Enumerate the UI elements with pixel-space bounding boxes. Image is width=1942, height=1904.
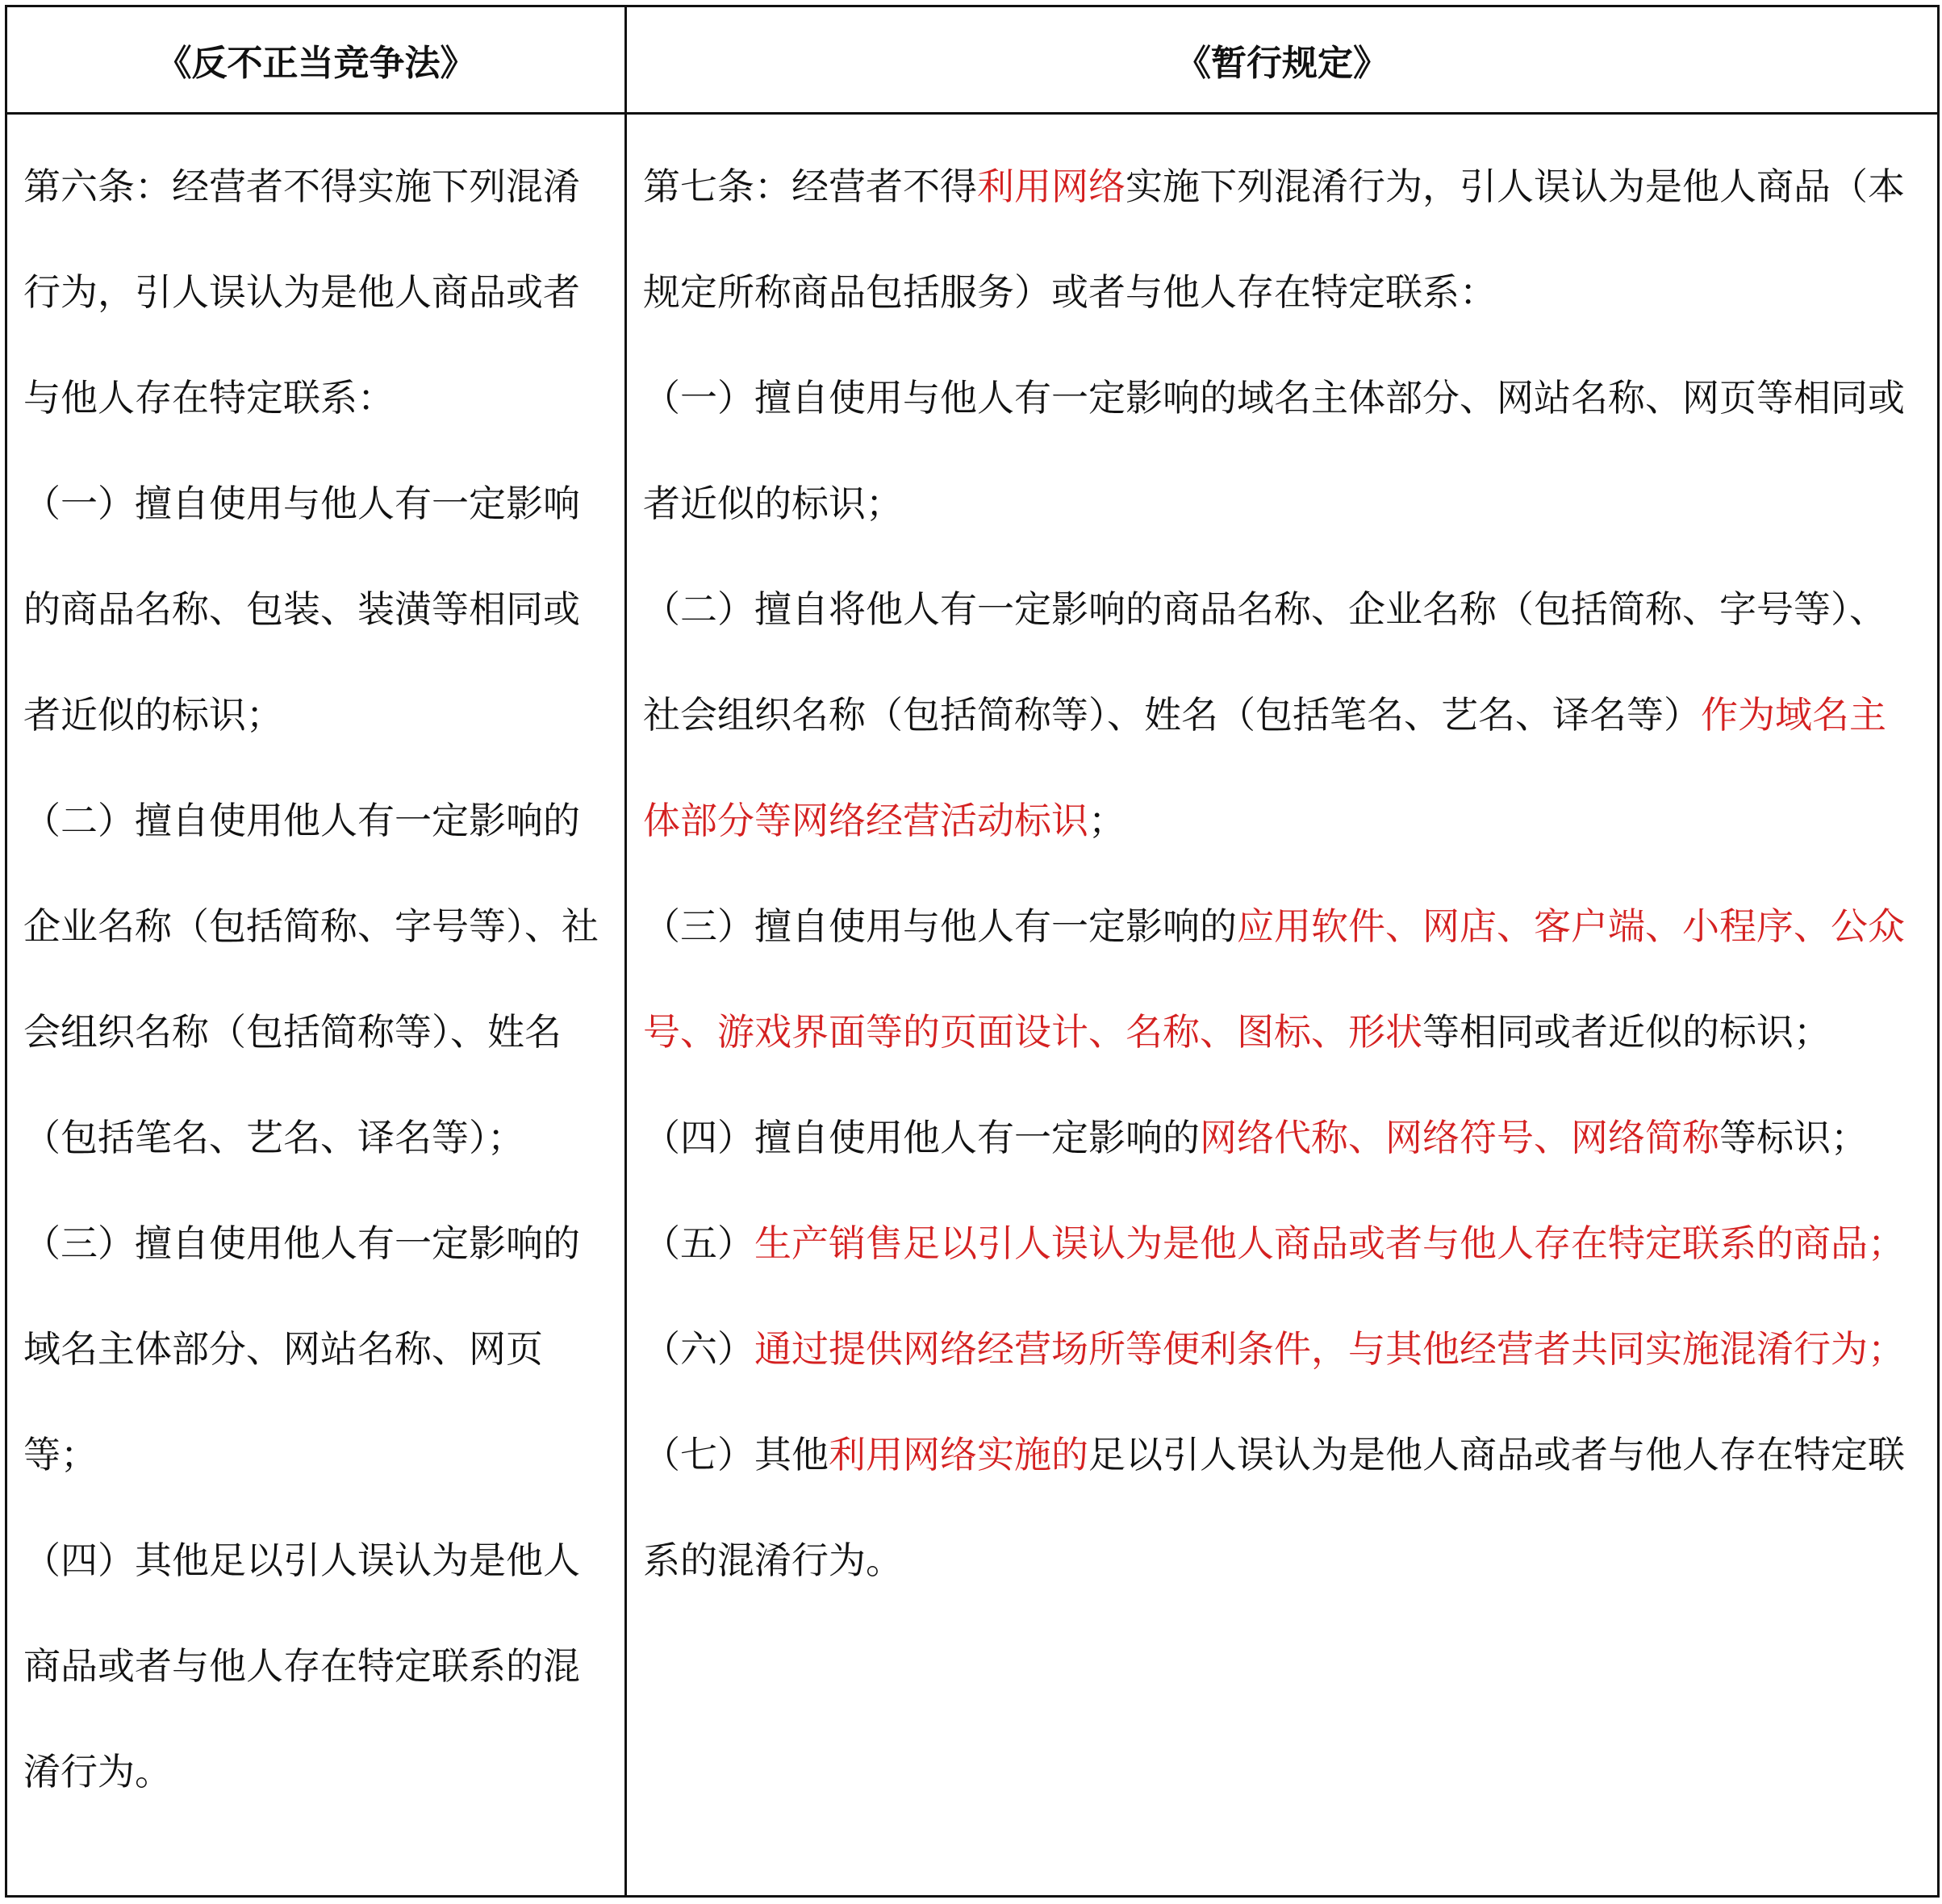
- table-body-row: [6, 114, 1939, 1897]
- left-clause-4: （四）其他足以引人误认为是他人商品或者与他人存在特定联系的混淆行为。: [23, 1539, 580, 1793]
- comparison-table: [5, 5, 1940, 1898]
- highlighted-text: 作为域名主体部分等网络经营活动标识: [643, 693, 1886, 842]
- right-clause-5: [643, 1191, 1923, 1296]
- text-segment: 等标识；: [1719, 1116, 1868, 1159]
- text-segment: （七）其他: [643, 1433, 829, 1476]
- table-header-row: [6, 6, 1939, 114]
- text-segment: 足以引人误认为是他人商品或者与他人存在特定联系的混淆行为。: [643, 1433, 1905, 1582]
- highlighted-text: 通过提供网络经营场所等便利条件，与其他经营者共同实施混淆行为；: [754, 1327, 1905, 1371]
- text-segment: ；: [1088, 799, 1126, 842]
- header-right-title: 《暂行规定》: [626, 6, 1939, 114]
- right-article-intro: [643, 134, 1923, 345]
- text-segment: （六）: [643, 1327, 754, 1371]
- header-left-title: 《反不正当竞争法》: [6, 6, 626, 114]
- right-clause-2: [643, 557, 1923, 874]
- highlighted-text: 利用网络: [977, 165, 1126, 208]
- left-article-intro: 第六条：经营者不得实施下列混淆行为，引人误认为是他人商品或者与他人存在特定联系：: [23, 165, 580, 420]
- highlighted-text: 应用软件、网店、客户端、小程序、公众号、游戏界面等的页面设计、名称、图标、形状: [643, 904, 1905, 1054]
- text-segment: （二）擅自将他人有一定影响的商品名称、企业名称（包括简称、字号等）、社会组织名称（包括简称等）、姓名（包括笔名、艺名、译名等）: [643, 587, 1886, 737]
- text-segment: （三）擅自使用与他人有一定影响的: [643, 904, 1237, 948]
- text-segment: （五）: [643, 1221, 754, 1265]
- right-regulation-text-cell: [626, 114, 1939, 1897]
- left-clause-3: （三）擅自使用他人有一定影响的域名主体部分、网站名称、网页等；: [23, 1221, 580, 1476]
- right-clause-7: [643, 1402, 1923, 1614]
- left-law-text-cell: [6, 114, 626, 1897]
- highlighted-text: 网络代称、网络符号、网络简称: [1200, 1116, 1719, 1159]
- highlighted-text: 生产销售足以引人误认为是他人商品或者与他人存在特定联系的商品；: [754, 1221, 1905, 1265]
- highlighted-text: 利用网络实施的: [829, 1433, 1088, 1476]
- text-segment: 第七条：经营者不得: [643, 165, 977, 208]
- left-clause-1: （一）擅自使用与他人有一定影响的商品名称、包装、装潢等相同或者近似的标识；: [23, 482, 580, 737]
- text-segment: 等相同或者近似的标识；: [1422, 1010, 1831, 1054]
- right-clause-1: （一）擅自使用与他人有一定影响的域名主体部分、网站名称、网页等相同或者近似的标识；: [643, 376, 1905, 525]
- right-clause-6: [643, 1296, 1923, 1402]
- text-segment: （四）擅自使用他人有一定影响的: [643, 1116, 1200, 1159]
- text-segment: 实施下列混淆行为，引人误认为是他人商品（本规定所称商品包括服务）或者与他人存在特定联系：: [643, 165, 1905, 314]
- right-clause-3: [643, 874, 1923, 1085]
- left-clause-2: （二）擅自使用他人有一定影响的企业名称（包括简称、字号等）、社会组织名称（包括简称等）、姓名（包括笔名、艺名、译名等）；: [23, 799, 599, 1159]
- right-clause-4: [643, 1085, 1923, 1191]
